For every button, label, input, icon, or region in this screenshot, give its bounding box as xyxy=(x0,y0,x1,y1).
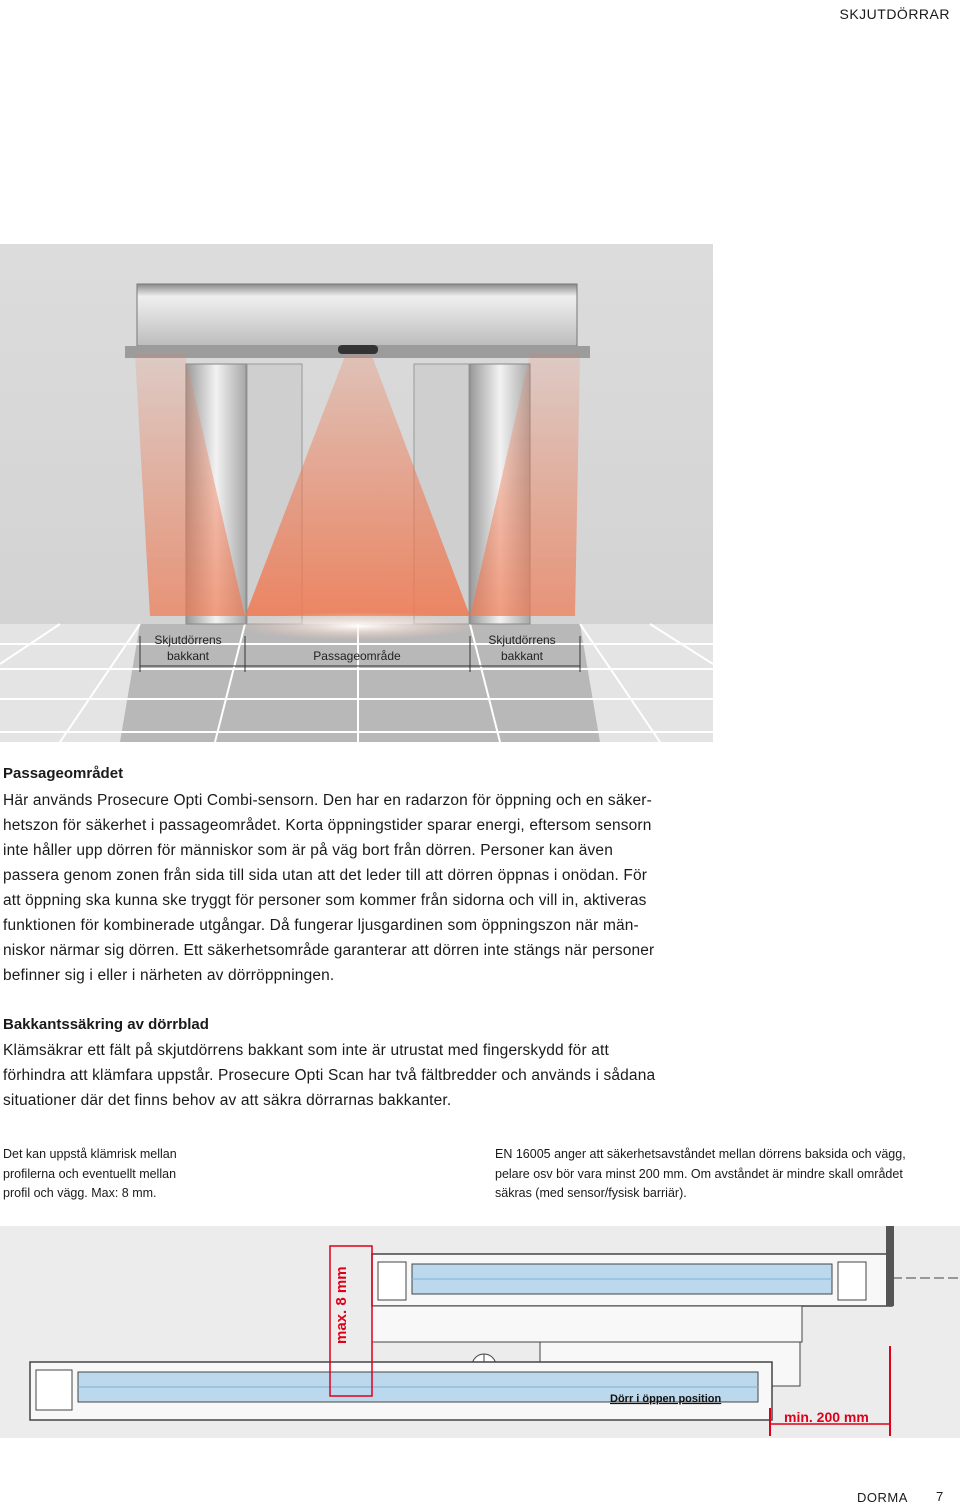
text-line: förhindra att klämfara uppstår. Prosecure Opti Scan har två fältbredder och används i sådana xyxy=(3,1067,656,1084)
door-profile-cross-section xyxy=(0,1226,960,1438)
label-left-edge-line1: Skjutdörrens xyxy=(154,633,222,647)
note-line: säkras (med sensor/fysisk barriär). xyxy=(495,1186,687,1201)
wall-section xyxy=(886,1226,894,1306)
note-line: EN 16005 anger att säkerhetsavståndet mellan dörrens baksida och vägg, xyxy=(495,1147,906,1161)
section-header-label: SKJUTDÖRRAR xyxy=(839,6,950,22)
note-left xyxy=(3,1145,243,1204)
page-number: 7 xyxy=(936,1489,944,1504)
text-line: situationer där det finns behov av att säkra dörrarnas bakkanter. xyxy=(3,1092,452,1109)
text-line: befinner sig i eller i närheten av dörröppningen. xyxy=(3,967,335,984)
sensor-unit xyxy=(338,345,378,354)
section-title-passage: Passageområdet xyxy=(3,765,124,782)
note-line: profilerna och eventuellt mellan xyxy=(3,1166,177,1181)
label-left-edge-line2: bakkant xyxy=(166,649,210,663)
floor-glow xyxy=(238,612,478,640)
footer-brand: DORMA xyxy=(857,1490,908,1505)
note-right xyxy=(495,1145,955,1204)
section-body-passage xyxy=(3,788,703,988)
max-gap-label: max. 8 mm xyxy=(333,1266,350,1344)
floor-tiles xyxy=(0,624,713,742)
text-line: Här används Prosecure Opti Combi-sensorn. Den har en radarzon för öppning och en säker- xyxy=(3,792,652,809)
text-line: passera genom zonen från sida till sida utan att det leder till att dörren öppnas i onödan. För xyxy=(3,867,648,884)
text-line: hetszon för säkerhet i passageområdet. Korta öppningstider sparar energi, eftersom sensorn xyxy=(3,817,652,834)
label-right-edge-line2: bakkant xyxy=(500,649,544,663)
sliding-door-sensor-illustration xyxy=(0,244,713,742)
door-open-position-label: Dörr i öppen position xyxy=(610,1393,722,1405)
note-line: pelare osv bör vara minst 200 mm. Om avståndet är mindre skall området xyxy=(495,1166,903,1181)
min-distance-label: min. 200 mm xyxy=(784,1409,869,1425)
moving-leaf-profile xyxy=(30,1362,772,1420)
section-body-edge-protection xyxy=(3,1038,703,1113)
text-line: Klämsäkrar ett fält på skjutdörrens bakkant som inte är utrustat med fingerskydd för att xyxy=(3,1042,609,1059)
text-line: inte håller upp dörren för människor som är på väg bort från dörren. Personer kan även xyxy=(3,842,613,859)
text-line: att öppning ska kunna ske tryggt för personer som kommer från sidorna och vill in, aktiveras xyxy=(3,892,647,909)
fixed-panel-profile xyxy=(372,1254,960,1306)
note-line: profil och vägg. Max: 8 mm. xyxy=(3,1186,157,1201)
section-title-edge-protection: Bakkantssäkring av dörrblad xyxy=(3,1016,209,1033)
text-line: niskor närmar sig dörren. Ett säkerhetsområde garanterar att dörren inte stängs när personer xyxy=(3,942,655,959)
text-line: funktionen för kombinerade utgångar. Då fungerar ljusgardinen som öppningszon när män- xyxy=(3,917,639,934)
operator-housing xyxy=(137,284,577,346)
label-passage-area: Passageområde xyxy=(313,649,401,663)
note-line: Det kan uppstå klämrisk mellan xyxy=(3,1147,177,1161)
label-right-edge-line1: Skjutdörrens xyxy=(488,633,556,647)
operator-profile xyxy=(372,1306,802,1342)
